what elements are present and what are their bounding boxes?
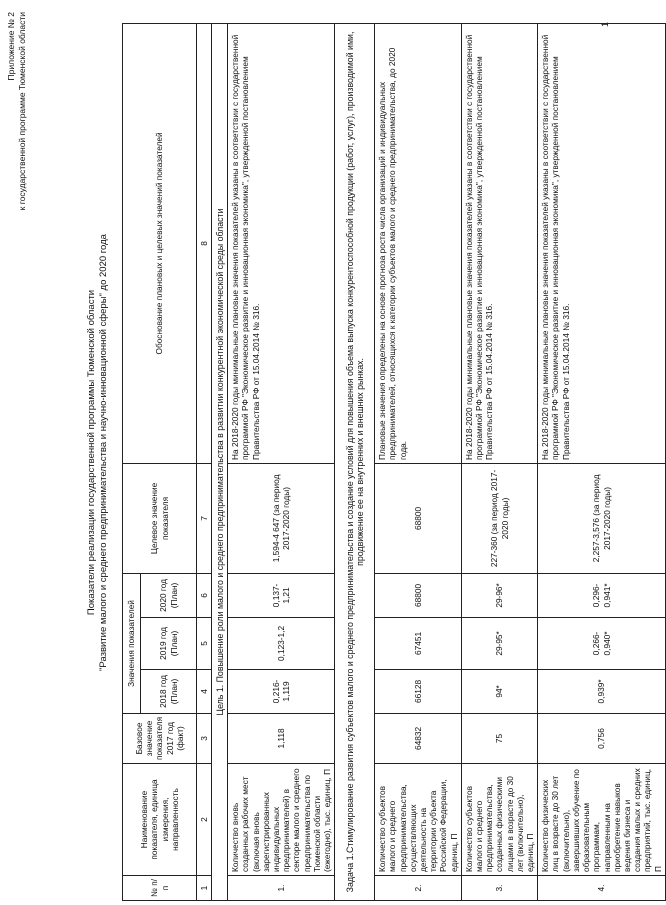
col-number: 6 [197, 573, 212, 617]
appendix-of-label: к государственной программе Тюменской области [17, 12, 27, 211]
goal-1-heading: Цель 1. Повышение роли малого и среднего предпринимательства в развитии конкурентной экономической среды области [212, 23, 228, 900]
row-basis: На 2018-2020 годы минимальные плановые значения показателей указаны в соответствии с государственной программой РФ "Экономическое развитие и инновационная экономика", утвержденной постановлением Правительства РФ от 15.04.2014 № 316. [461, 23, 537, 463]
row-base: 1,118 [228, 713, 335, 763]
col-number: 1 [197, 876, 212, 901]
row-basis: На 2018-2020 годы минимальные плановые значения показателей указаны в соответствии с государственной программой РФ "Экономическое развитие и инновационная экономика", утвержденной постановлением Правительства РФ от 15.04.2014 № 316. [538, 23, 665, 463]
header-basis: Обоснование плановых и целевых значений показателей [123, 23, 197, 463]
col-number: 8 [197, 23, 212, 463]
header-2020: 2020 год (План) [141, 573, 197, 617]
col-number: 7 [197, 463, 212, 573]
row-2019: 0,123-1,2 [228, 617, 335, 669]
header-2019: 2019 год (План) [141, 617, 197, 669]
row-target: 227-360 (за период 2017-2020 годы) [461, 463, 537, 573]
row-base: 0,756 [538, 713, 665, 763]
indicators-table [122, 23, 666, 901]
row-2019: 29-95* [461, 617, 537, 669]
appendix-header [6, 12, 28, 432]
row-name: Количество вновь созданных рабочих мест (включая вновь зарегистрированных индивидуальных предпринимателей) в секторе малого и среднего предпринимательства по Тюменской области (ежегодно), тыс. единиц, П [228, 764, 335, 876]
row-target: 68800 [375, 463, 462, 573]
col-number: 5 [197, 617, 212, 669]
appendix-label: Приложение № 2 [6, 12, 16, 81]
row-2020: 29-96* [461, 573, 537, 617]
page-number: 1 [600, 22, 610, 28]
header-2018: 2018 год (План) [141, 669, 197, 713]
col-number: 4 [197, 669, 212, 713]
row-2018: 0,216-1,119 [228, 669, 335, 713]
col-number: 3 [197, 713, 212, 763]
row-base: 64832 [375, 713, 462, 763]
task-1-heading: Задача 1.Стимулирование развития субъектов малого и среднего предпринимательства и создание условий для повышения объема выпуска конкурентоспособной продукции (работ, услуг), производимой ими, продвижение ее на внутренних и внешних рынках. [335, 23, 375, 900]
row-2020: 0,296-0,941* [538, 573, 665, 617]
table-row [228, 23, 335, 900]
table-row [375, 23, 462, 900]
row-2019: 0,266-0,940* [538, 617, 665, 669]
title-line-1: Показатели реализации государственной программы Тюменской области [86, 289, 97, 616]
header-num: № п/п [123, 876, 197, 901]
row-target: 2,257-3,576 (за период 2017-2020 годы) [538, 463, 665, 573]
title-line-2: "Развитие малого и среднего предпринимательства и научно-инновационной сферы" до 2020 года [98, 234, 109, 671]
document-title [86, 0, 110, 905]
row-2018: 66128 [375, 669, 462, 713]
row-name: Количество субъектов малого и среднего предпринимательства, созданных физическими лицами в возрасте до 30 лет (включительно), единиц, П [461, 764, 537, 876]
row-basis: На 2018-2020 годы минимальные плановые значения показателей указаны в соответствии с государственной программой РФ "Экономическое развитие и инновационная экономика", утвержденной постановлением Правительства РФ от 15.04.2014 № 316. [228, 23, 335, 463]
header-name: Наименование показателя, единица измерения, направленность [123, 764, 197, 876]
row-2018: 94* [461, 669, 537, 713]
header-values-group: Значения показателей [123, 573, 141, 713]
row-base: 75 [461, 713, 537, 763]
row-num: 2. [375, 876, 462, 901]
row-num: 1. [228, 876, 335, 901]
row-num: 4. [538, 876, 665, 901]
col-number: 2 [197, 764, 212, 876]
row-name: Количество физических лиц в возрасте до 30 лет (включительно), завершивших обучение по образовательным программам, направленным на приобретение навыков ведения бизнеса и создания малых и средних предприятий, тыс. единиц, П [538, 764, 665, 876]
header-base: Базовое значение показателя 2017 год (факт) [123, 713, 197, 763]
row-name: Количество субъектов малого и среднего предпринимательства, осуществляющих деятельность на территории субъекта Российской Федерации, единиц, П [375, 764, 462, 876]
row-2019: 67451 [375, 617, 462, 669]
row-2018: 0,939* [538, 669, 665, 713]
table-row [538, 23, 665, 900]
table-row [461, 23, 537, 900]
row-2020: 68800 [375, 573, 462, 617]
row-2020: 0,137-1,21 [228, 573, 335, 617]
row-target: 1,594-4 647 (за период 2017-2020 годы) [228, 463, 335, 573]
header-target: Целевое значение показателя [123, 463, 197, 573]
row-num: 3. [461, 876, 537, 901]
row-basis: Плановые значения определены на основе прогноза роста числа организаций и индивидуальных предпринимателей, относящихся к категории субъектов малого и среднего предпринимательства, до 2020 года. [375, 23, 462, 463]
